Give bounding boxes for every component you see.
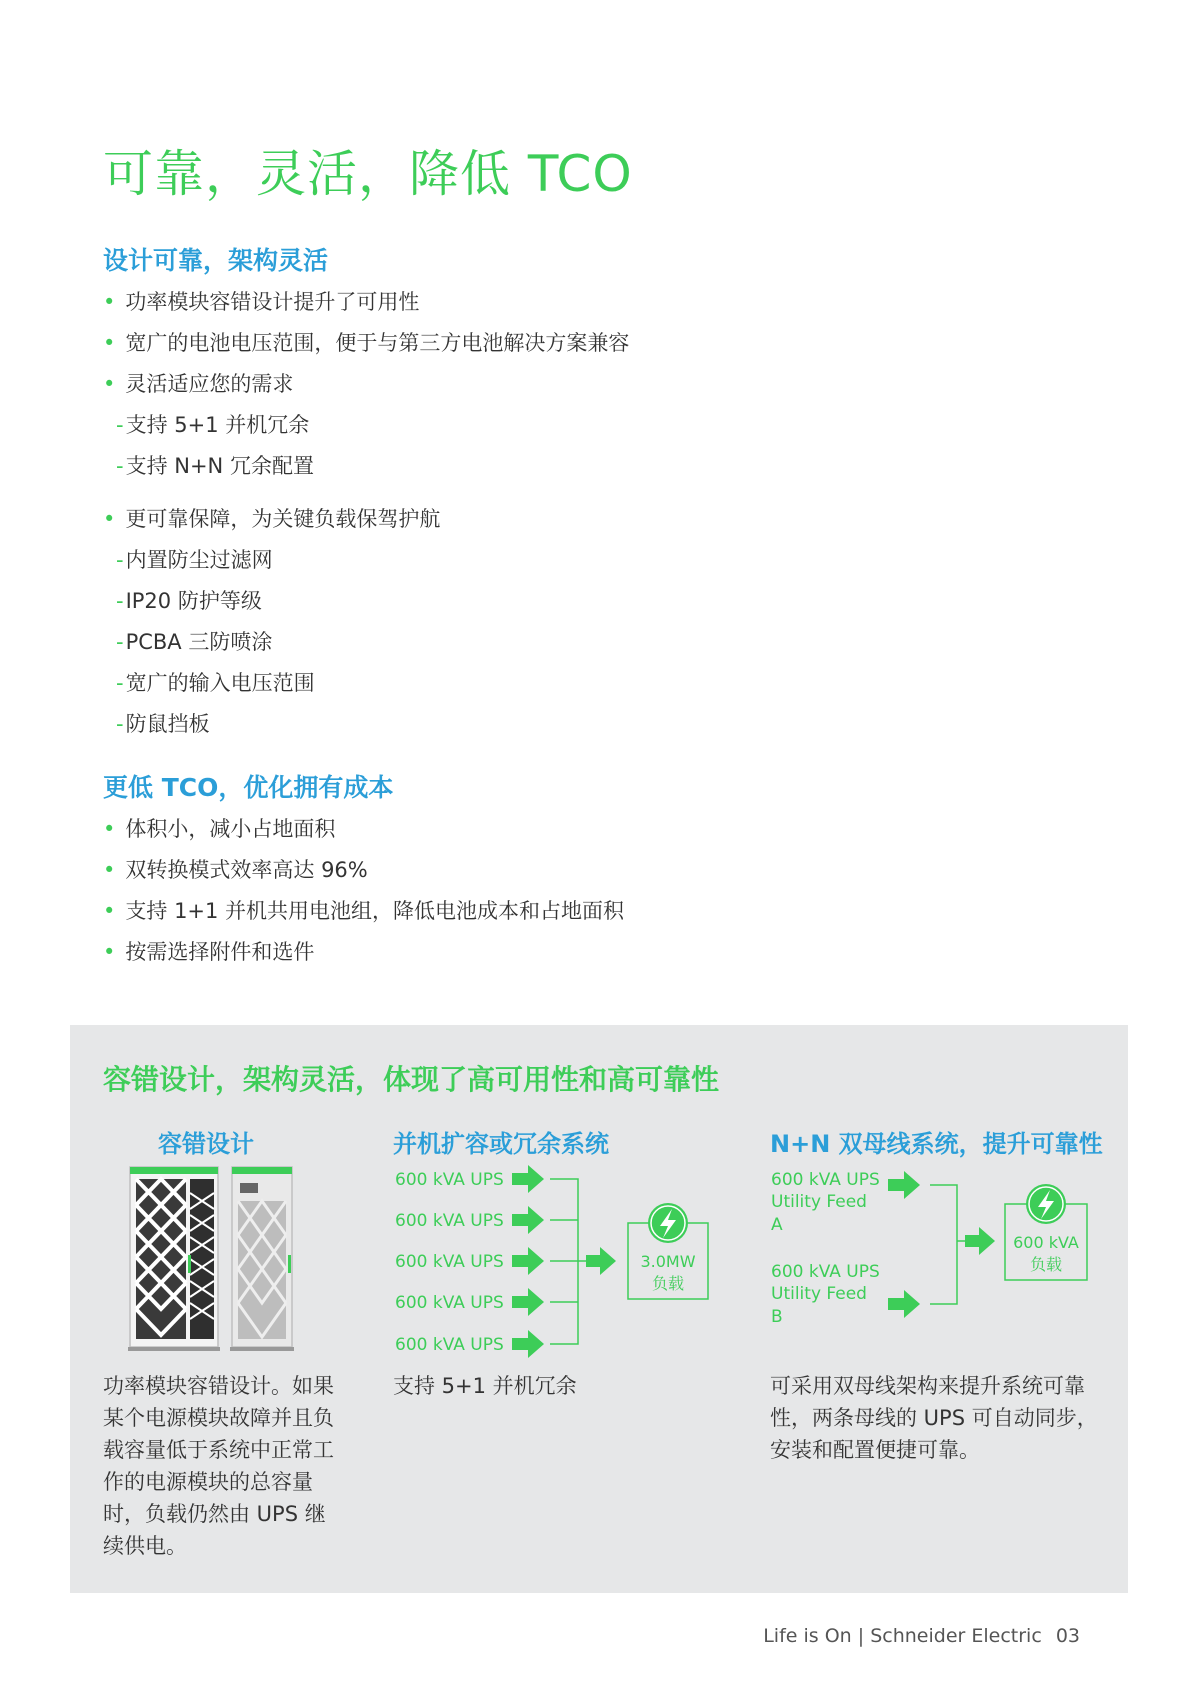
bullet-item: • 支持 1+1 并机共用电池组，降低电池成本和占地面积 xyxy=(103,899,625,923)
ups-cabinet-image xyxy=(128,1165,296,1353)
col2-caption: 支持 5+1 并机冗余 xyxy=(393,1374,577,1398)
bullet-item: • 灵活适应您的需求 xyxy=(103,372,294,396)
page-title: 可靠，灵活，降低 TCO xyxy=(103,145,633,203)
load-label: 负载 xyxy=(1029,1255,1063,1274)
arrow-right-icon xyxy=(888,1171,920,1199)
feed-b-label: Utility Feed xyxy=(771,1284,867,1304)
feed-b-label: 600 kVA UPS xyxy=(771,1262,880,1282)
bullet-dot-icon: • xyxy=(103,507,116,531)
col1-description: 功率模块容错设计。如果某个电源模块故障并且负载容量低于系统中正常工作的电源模块的总容量时，负载仍然由 UPS 继续供电。 xyxy=(103,1374,334,1558)
feed-a-label: A xyxy=(771,1215,783,1235)
bullet-dot-icon: • xyxy=(103,372,116,396)
bullet-item: • 双转换模式效率高达 96% xyxy=(103,858,368,882)
footer xyxy=(763,1625,1080,1647)
col3-description: 可采用双母线架构来提升系统可靠性，两条母线的 UPS 可自动同步，安装和配置便捷可靠。 xyxy=(770,1374,1098,1462)
load-value: 600 kVA xyxy=(1013,1233,1079,1252)
bullet-item: • 体积小，减小占地面积 xyxy=(103,817,336,841)
feed-a-label: Utility Feed xyxy=(771,1192,867,1212)
bullet-item: • 更可靠保障，为关键负载保驾护航 xyxy=(103,507,441,531)
arrow-right-icon xyxy=(586,1247,616,1275)
col-heading-dual-bus: N+N 双母线系统，提升可靠性 xyxy=(770,1130,1103,1158)
bullet-dot-icon: • xyxy=(103,899,116,923)
ups-label: 600 kVA UPS xyxy=(395,1335,504,1355)
ups-label: 600 kVA UPS xyxy=(395,1252,504,1272)
bullet-dot-icon: • xyxy=(103,817,116,841)
load-label: 负载 xyxy=(651,1274,685,1293)
sub-bullet-item: -IP20 防护等级 xyxy=(116,589,262,613)
bullet-dot-icon: • xyxy=(103,331,116,355)
arrow-right-icon xyxy=(512,1330,544,1358)
sub-bullet-item: -支持 5+1 并机冗余 xyxy=(116,413,310,437)
ups-label: 600 kVA UPS xyxy=(395,1170,504,1190)
sub-bullet-item: -防鼠挡板 xyxy=(116,712,210,736)
arrow-right-icon xyxy=(512,1206,544,1234)
dual-bus-diagram xyxy=(885,1160,1090,1320)
ups-label: 600 kVA UPS xyxy=(395,1211,504,1231)
bullet-dot-icon: • xyxy=(103,940,116,964)
parallel-diagram xyxy=(510,1165,710,1365)
ups-label: 600 kVA UPS xyxy=(395,1293,504,1313)
bullet-item: • 功率模块容错设计提升了可用性 xyxy=(103,290,420,314)
bullet-item: • 宽广的电池电压范围，便于与第三方电池解决方案兼容 xyxy=(103,331,630,355)
sub-bullet-item: -宽广的输入电压范围 xyxy=(116,671,315,695)
col-heading-fault-tolerant: 容错设计 xyxy=(158,1130,254,1158)
sub-bullet-item: -内置防尘过滤网 xyxy=(116,548,273,572)
feed-b-label: B xyxy=(771,1307,783,1327)
bullet-dot-icon: • xyxy=(103,858,116,882)
arrow-right-icon xyxy=(512,1288,544,1316)
section-heading-reliable: 设计可靠，架构灵活 xyxy=(103,246,329,275)
bullet-dot-icon: • xyxy=(103,290,116,314)
sub-bullet-item: -PCBA 三防喷涂 xyxy=(116,630,273,654)
feed-a-label: 600 kVA UPS xyxy=(771,1170,880,1190)
load-value: 3.0MW xyxy=(640,1252,696,1271)
arrow-right-icon xyxy=(888,1290,920,1318)
footer-tagline: Life is On | Schneider Electric xyxy=(763,1625,1042,1647)
section-heading-tco: 更低 TCO，优化拥有成本 xyxy=(103,773,394,802)
page-number: 03 xyxy=(1055,1625,1080,1647)
arrow-right-icon xyxy=(965,1227,995,1255)
sub-bullet-item: -支持 N+N 冗余配置 xyxy=(116,454,314,478)
arrow-right-icon xyxy=(512,1165,544,1193)
arrow-right-icon xyxy=(512,1247,544,1275)
feature-box-title: 容错设计，架构灵活，体现了高可用性和高可靠性 xyxy=(103,1063,720,1096)
col-heading-parallel: 并机扩容或冗余系统 xyxy=(393,1130,609,1158)
bullet-item: • 按需选择附件和选件 xyxy=(103,940,315,964)
